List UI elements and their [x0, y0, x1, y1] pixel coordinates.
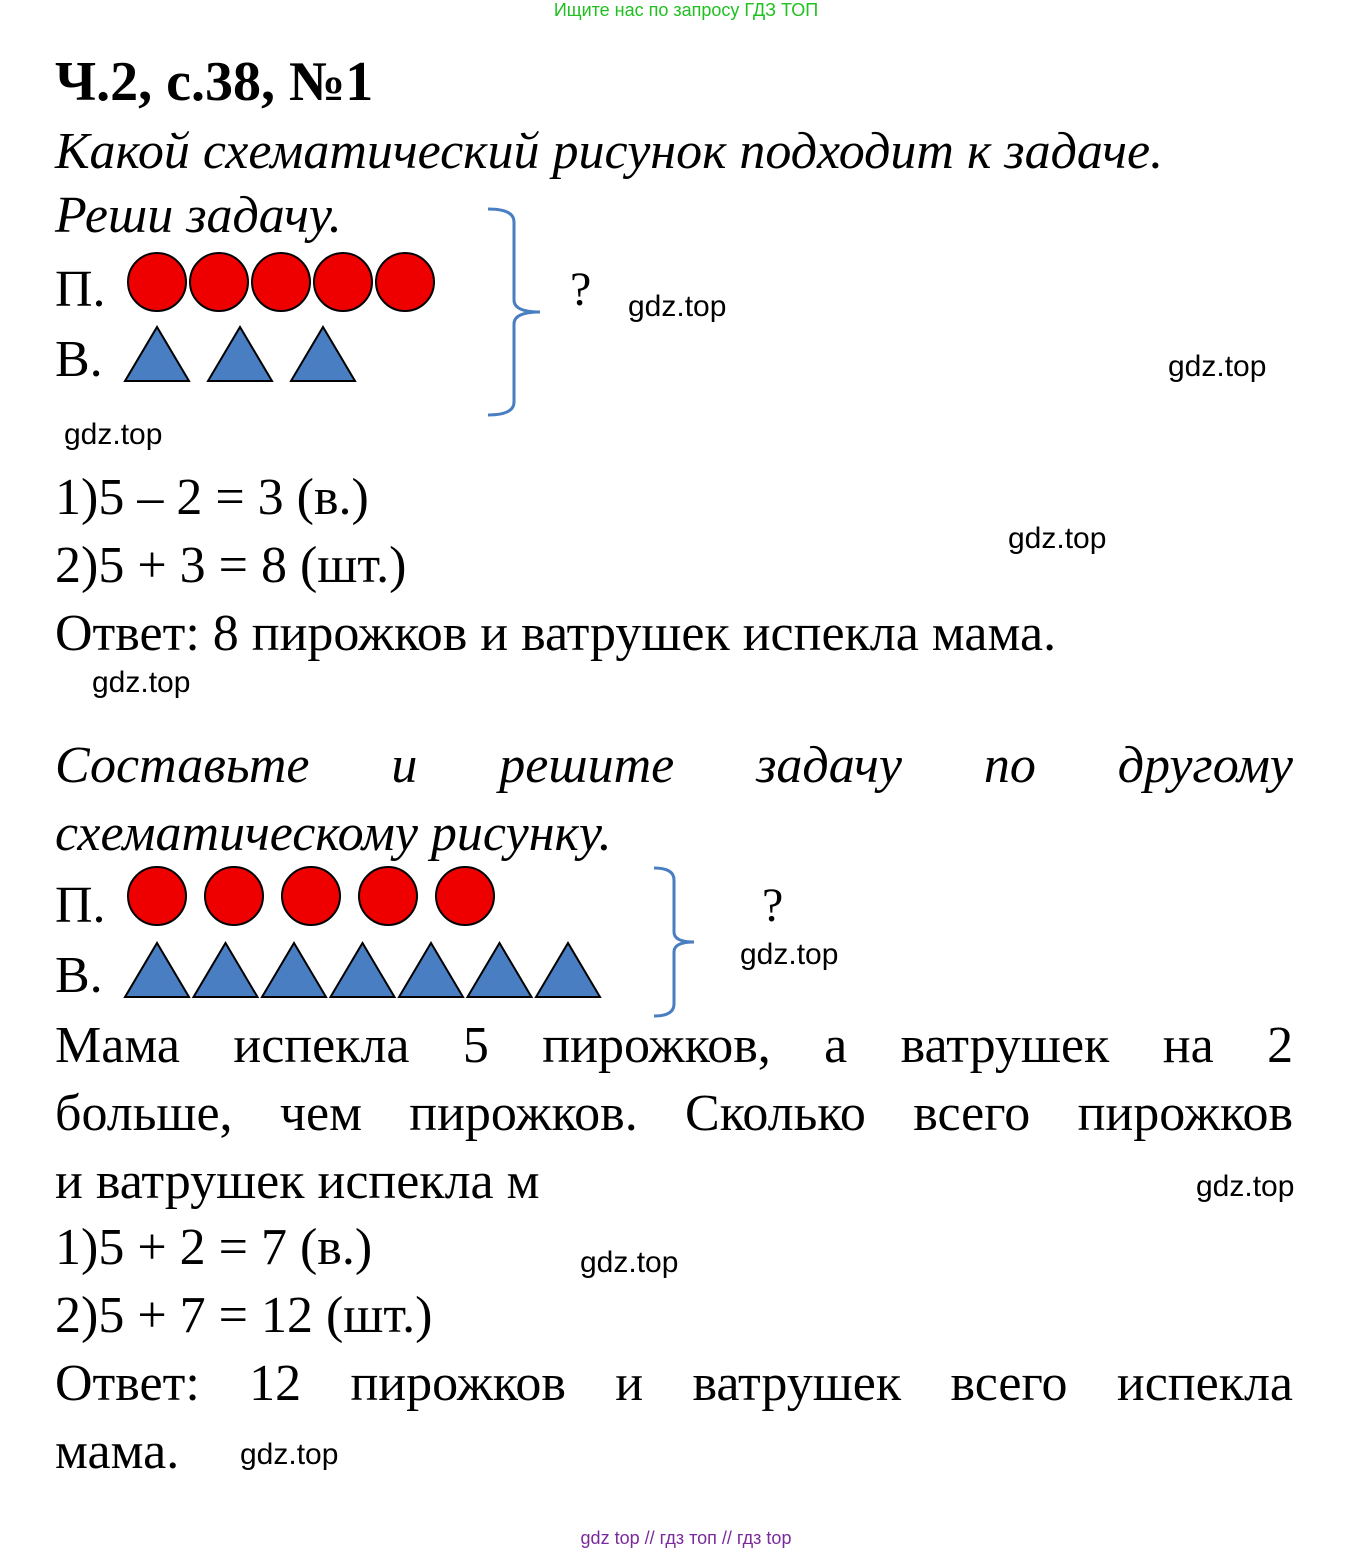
solution2-answer-line-2: мама.: [55, 1423, 180, 1480]
footer-links: gdz top // гдз топ // гдз top: [580, 1528, 792, 1548]
scheme1-shapes: [125, 253, 434, 381]
word: Мама: [55, 1017, 180, 1074]
word: и: [391, 737, 418, 794]
scheme2-shapes: [125, 867, 600, 997]
word: задачу: [756, 737, 902, 794]
scheme1-brace: [488, 209, 540, 415]
word: и: [615, 1355, 644, 1412]
word: Ответ:: [55, 1355, 200, 1412]
watermark: gdz.top: [240, 1438, 339, 1471]
task2-text-line-2: схематическому рисунку.: [55, 805, 612, 862]
scheme1-question-mark: ?: [570, 263, 592, 316]
word: другому: [1117, 737, 1293, 794]
word: пирожков.: [409, 1085, 638, 1142]
watermark: gdz.top: [740, 938, 839, 971]
scheme1-row-label-v: В.: [55, 331, 103, 388]
circle-shape: [314, 253, 372, 311]
word: 12: [249, 1355, 302, 1412]
circle-shape: [128, 867, 186, 925]
word: а: [824, 1017, 848, 1074]
circle-shape: [436, 867, 494, 925]
solution1-step-2: 2)5 + 3 = 8 (шт.): [55, 537, 407, 594]
triangle-shape: [125, 943, 189, 997]
triangle-shape: [399, 943, 463, 997]
triangle-shape: [262, 943, 326, 997]
word: пирожков: [1077, 1085, 1294, 1142]
watermark: gdz.top: [580, 1246, 679, 1279]
scheme2-row-label-p: П.: [55, 877, 106, 934]
circle-shape: [252, 253, 310, 311]
watermark: gdz.top: [92, 666, 191, 699]
triangle-shape: [194, 943, 258, 997]
word: Сколько: [685, 1085, 866, 1142]
scheme2-row-label-v: В.: [55, 947, 103, 1004]
word: 5: [462, 1017, 489, 1074]
word: испекла: [1116, 1355, 1293, 1412]
scheme1-row-label-p: П.: [55, 261, 106, 318]
word: чем: [279, 1085, 362, 1142]
word: пирожков: [350, 1355, 566, 1412]
word: ватрушек: [692, 1355, 902, 1412]
word: по: [983, 737, 1036, 794]
word: пирожков,: [542, 1017, 771, 1074]
word: всего: [950, 1355, 1068, 1412]
word: на: [1162, 1017, 1214, 1074]
word: Составьте: [55, 737, 310, 794]
word: решите: [499, 737, 675, 794]
header-search-note: Ищите нас по запросу ГДЗ ТОП: [553, 0, 819, 20]
word: больше,: [55, 1085, 233, 1142]
circle-shape: [359, 867, 417, 925]
word: ватрушек: [900, 1017, 1110, 1074]
word: испекла: [233, 1017, 410, 1074]
watermark: gdz.top: [64, 418, 163, 451]
watermark: gdz.top: [1196, 1170, 1295, 1203]
triangle-shape: [468, 943, 532, 997]
watermark: gdz.top: [628, 290, 727, 323]
circle-shape: [128, 253, 186, 311]
circle-shape: [205, 867, 263, 925]
watermark: gdz.top: [1168, 350, 1267, 383]
word: всего: [913, 1085, 1031, 1142]
triangle-shape: [208, 327, 272, 381]
circle-shape: [376, 253, 434, 311]
triangle-shape: [331, 943, 395, 997]
task-text-line-1: Какой схематический рисунок подходит к задаче.: [55, 123, 1164, 180]
watermark: gdz.top: [1008, 522, 1107, 555]
triangle-shape: [536, 943, 600, 997]
page-title: Ч.2, с.38, №1: [55, 51, 374, 113]
circle-shape: [190, 253, 248, 311]
solution1-step-1: 1)5 – 2 = 3 (в.): [55, 469, 369, 526]
circle-shape: [282, 867, 340, 925]
solution2-step-2: 2)5 + 7 = 12 (шт.): [55, 1287, 433, 1344]
triangle-shape: [291, 327, 355, 381]
scheme2-brace: [654, 868, 694, 1016]
task-text-line-2: Реши задачу.: [55, 187, 342, 244]
solution1-answer: Ответ: 8 пирожков и ватрушек испекла мама.: [55, 605, 1057, 662]
scheme2-question-mark: ?: [762, 879, 784, 932]
solution2-step-1: 1)5 + 2 = 7 (в.): [55, 1219, 373, 1276]
problem2-line-3: и ватрушек испекла м: [55, 1153, 540, 1210]
triangle-shape: [125, 327, 189, 381]
word: 2: [1267, 1017, 1294, 1074]
